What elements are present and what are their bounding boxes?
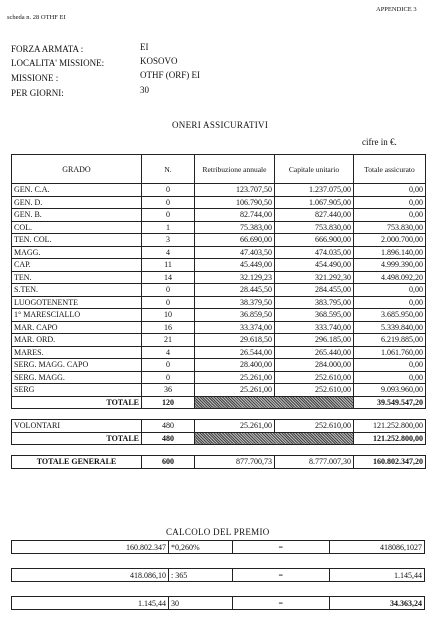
row-retribuzione: 82.744,00 — [195, 209, 275, 222]
volontari-grado: VOLONTARI — [12, 420, 142, 433]
localita-value: KOSOVO — [140, 56, 178, 66]
calcolo-op: *0,260% — [168, 541, 232, 554]
table-row — [12, 209, 426, 222]
table-row — [12, 196, 426, 209]
oneri-table — [11, 154, 426, 469]
row-n: 36 — [142, 384, 195, 397]
row-capitale: 321.292,30 — [275, 271, 354, 284]
row-retribuzione: 106.790,50 — [195, 196, 275, 209]
table-header-row — [12, 155, 426, 184]
totale2-label: TOTALE — [12, 432, 142, 445]
row-totale: 4.999.390,00 — [354, 259, 426, 272]
row-n: 0 — [142, 184, 195, 197]
row-totale: 0,00 — [354, 371, 426, 384]
spacer — [12, 445, 426, 456]
calcolo-title: CALCOLO DEL PREMIO — [166, 527, 270, 537]
table-row — [12, 359, 426, 372]
volontari-row — [12, 420, 426, 433]
row-totale: 4.498.092,20 — [354, 271, 426, 284]
totale-generale-row — [12, 456, 426, 469]
volontari-retribuzione: 25.261,00 — [195, 420, 275, 433]
row-retribuzione: 36.859,50 — [195, 309, 275, 322]
row-n: 0 — [142, 296, 195, 309]
row-totale: 2.000.700,00 — [354, 234, 426, 247]
totale-generale-label: TOTALE GENERALE — [12, 456, 142, 469]
row-capitale: 265.440,00 — [275, 346, 354, 359]
currency-note: cifre in €. — [362, 137, 397, 147]
totale-generale-capitale: 8.777.007,30 — [275, 456, 354, 469]
table-row — [12, 384, 426, 397]
calcolo-eq: = — [232, 597, 329, 610]
row-totale: 0,00 — [354, 196, 426, 209]
row-retribuzione: 28.445,50 — [195, 284, 275, 297]
appendice-label: APPENDICE 3 — [376, 6, 417, 13]
totale-generale-n: 600 — [142, 456, 195, 469]
table-row — [12, 246, 426, 259]
localita-label: LOCALITA' MISSIONE: — [11, 58, 105, 68]
row-retribuzione: 45.449,00 — [195, 259, 275, 272]
row-capitale: 666.900,00 — [275, 234, 354, 247]
table-row — [12, 259, 426, 272]
calcolo-eq: = — [232, 569, 329, 582]
totale-value: 39.549.547,20 — [354, 396, 426, 409]
row-capitale: 1.237.075,00 — [275, 184, 354, 197]
row-capitale: 252.610,00 — [275, 384, 354, 397]
row-capitale: 296.185,00 — [275, 334, 354, 347]
row-grado: GEN. B. — [12, 209, 142, 222]
spacer — [12, 409, 426, 420]
totale-generale-retribuzione: 877.700,73 — [195, 456, 275, 469]
row-grado: MAGG. — [12, 246, 142, 259]
row-grado: MARES. — [12, 346, 142, 359]
row-n: 21 — [142, 334, 195, 347]
col-totale: Totale assicurato — [354, 155, 426, 184]
row-totale: 3.685.950,00 — [354, 309, 426, 322]
row-totale: 5.339.840,00 — [354, 321, 426, 334]
row-grado: SERG. MAGG. CAPO — [12, 359, 142, 372]
row-retribuzione: 47.403,50 — [195, 246, 275, 259]
row-totale: 6.219.885,00 — [354, 334, 426, 347]
table-row — [12, 284, 426, 297]
row-grado: 1° MARESCIALLO — [12, 309, 142, 322]
row-capitale: 284.455,00 — [275, 284, 354, 297]
row-totale: 0,00 — [354, 284, 426, 297]
table-row — [12, 371, 426, 384]
row-totale: 0,00 — [354, 296, 426, 309]
table-row — [12, 271, 426, 284]
calcolo-result: 1.145,44 — [329, 569, 424, 582]
row-n: 4 — [142, 246, 195, 259]
row-grado: GEN. D. — [12, 196, 142, 209]
table-row — [12, 234, 426, 247]
row-grado: LUOGOTENENTE — [12, 296, 142, 309]
table-row — [12, 221, 426, 234]
row-capitale: 333.740,00 — [275, 321, 354, 334]
totale2-value: 121.252.800,00 — [354, 432, 426, 445]
calcolo-result: 34.363,24 — [329, 597, 424, 610]
calcolo-eq: = — [232, 541, 329, 554]
table-row — [12, 309, 426, 322]
row-retribuzione: 29.618,50 — [195, 334, 275, 347]
row-retribuzione: 26.544,00 — [195, 346, 275, 359]
table-row — [12, 346, 426, 359]
row-totale: 1.061.760,00 — [354, 346, 426, 359]
table-row — [12, 334, 426, 347]
calcolo-row-2 — [11, 568, 425, 582]
row-capitale: 827.440,00 — [275, 209, 354, 222]
calcolo-a: 418.086,10 — [12, 569, 169, 582]
row-grado: COL. — [12, 221, 142, 234]
row-capitale: 284.000,00 — [275, 359, 354, 372]
table-row — [12, 184, 426, 197]
row-retribuzione: 123.707,50 — [195, 184, 275, 197]
volontari-totale: 121.252.800,00 — [354, 420, 426, 433]
row-n: 1 — [142, 221, 195, 234]
table-row — [12, 296, 426, 309]
calcolo-row-1 — [11, 540, 425, 554]
calcolo-row-3 — [11, 596, 425, 610]
row-n: 0 — [142, 209, 195, 222]
hatched-cell — [195, 432, 354, 445]
row-retribuzione: 25.261,00 — [195, 371, 275, 384]
row-n: 10 — [142, 309, 195, 322]
row-n: 0 — [142, 359, 195, 372]
col-n: N. — [142, 155, 195, 184]
row-retribuzione: 32.129,23 — [195, 271, 275, 284]
row-retribuzione: 33.374,00 — [195, 321, 275, 334]
row-capitale: 252.610,00 — [275, 371, 354, 384]
calcolo-op: : 365 — [168, 569, 232, 582]
row-capitale: 1.067.905,00 — [275, 196, 354, 209]
row-n: 0 — [142, 284, 195, 297]
volontari-n: 480 — [142, 420, 195, 433]
col-grado: GRADO — [12, 155, 142, 184]
volontari-capitale: 252.610,00 — [275, 420, 354, 433]
totale-generale-totale: 160.802.347,20 — [354, 456, 426, 469]
totale-row — [12, 396, 426, 409]
row-capitale: 753.830,00 — [275, 221, 354, 234]
calcolo-op: 30 — [168, 597, 232, 610]
scheda-label: scheda n. 28 OTHF EI — [7, 14, 66, 21]
calcolo-a: 160.802.347 — [12, 541, 169, 554]
row-n: 11 — [142, 259, 195, 272]
row-totale: 1.896.140,00 — [354, 246, 426, 259]
missione-label: MISSIONE : — [11, 73, 59, 83]
row-grado: TEN. — [12, 271, 142, 284]
row-totale: 0,00 — [354, 209, 426, 222]
section-title: ONERI ASSICURATIVI — [172, 120, 269, 130]
row-grado: CAP. — [12, 259, 142, 272]
row-capitale: 454.490,00 — [275, 259, 354, 272]
row-retribuzione: 66.690,00 — [195, 234, 275, 247]
row-grado: MAR. CAPO — [12, 321, 142, 334]
row-totale: 0,00 — [354, 359, 426, 372]
calcolo-result: 418086,1027 — [329, 541, 424, 554]
totale2-row — [12, 432, 426, 445]
row-capitale: 368.595,00 — [275, 309, 354, 322]
calcolo-a: 1.145,44 — [12, 597, 169, 610]
row-grado: SERG — [12, 384, 142, 397]
forza-armata-value: EI — [140, 42, 149, 52]
table-row — [12, 321, 426, 334]
row-grado: TEN. COL. — [12, 234, 142, 247]
row-n: 4 — [142, 346, 195, 359]
row-retribuzione: 25.261,00 — [195, 384, 275, 397]
row-retribuzione: 75.383,00 — [195, 221, 275, 234]
forza-armata-label: FORZA ARMATA : — [11, 44, 84, 54]
hatched-cell — [195, 396, 354, 409]
row-totale: 9.093.960,00 — [354, 384, 426, 397]
col-capitale: Capitale unitario — [275, 155, 354, 184]
row-n: 14 — [142, 271, 195, 284]
totale-n: 120 — [142, 396, 195, 409]
row-retribuzione: 28.400,00 — [195, 359, 275, 372]
row-totale: 0,00 — [354, 184, 426, 197]
row-capitale: 474.035,00 — [275, 246, 354, 259]
giorni-label: PER GIORNI: — [11, 88, 64, 98]
totale2-n: 480 — [142, 432, 195, 445]
row-n: 0 — [142, 196, 195, 209]
totale-label: TOTALE — [12, 396, 142, 409]
row-grado: GEN. C.A. — [12, 184, 142, 197]
row-grado: SERG. MAGG. — [12, 371, 142, 384]
row-n: 3 — [142, 234, 195, 247]
row-retribuzione: 38.379,50 — [195, 296, 275, 309]
row-grado: MAR. ORD. — [12, 334, 142, 347]
row-totale: 753.830,00 — [354, 221, 426, 234]
row-n: 0 — [142, 371, 195, 384]
giorni-value: 30 — [140, 85, 149, 95]
row-n: 16 — [142, 321, 195, 334]
row-grado: S.TEN. — [12, 284, 142, 297]
missione-value: OTHF (ORF) EI — [140, 70, 200, 80]
col-retribuzione: Retribuzione annuale — [195, 155, 275, 184]
row-capitale: 383.795,00 — [275, 296, 354, 309]
